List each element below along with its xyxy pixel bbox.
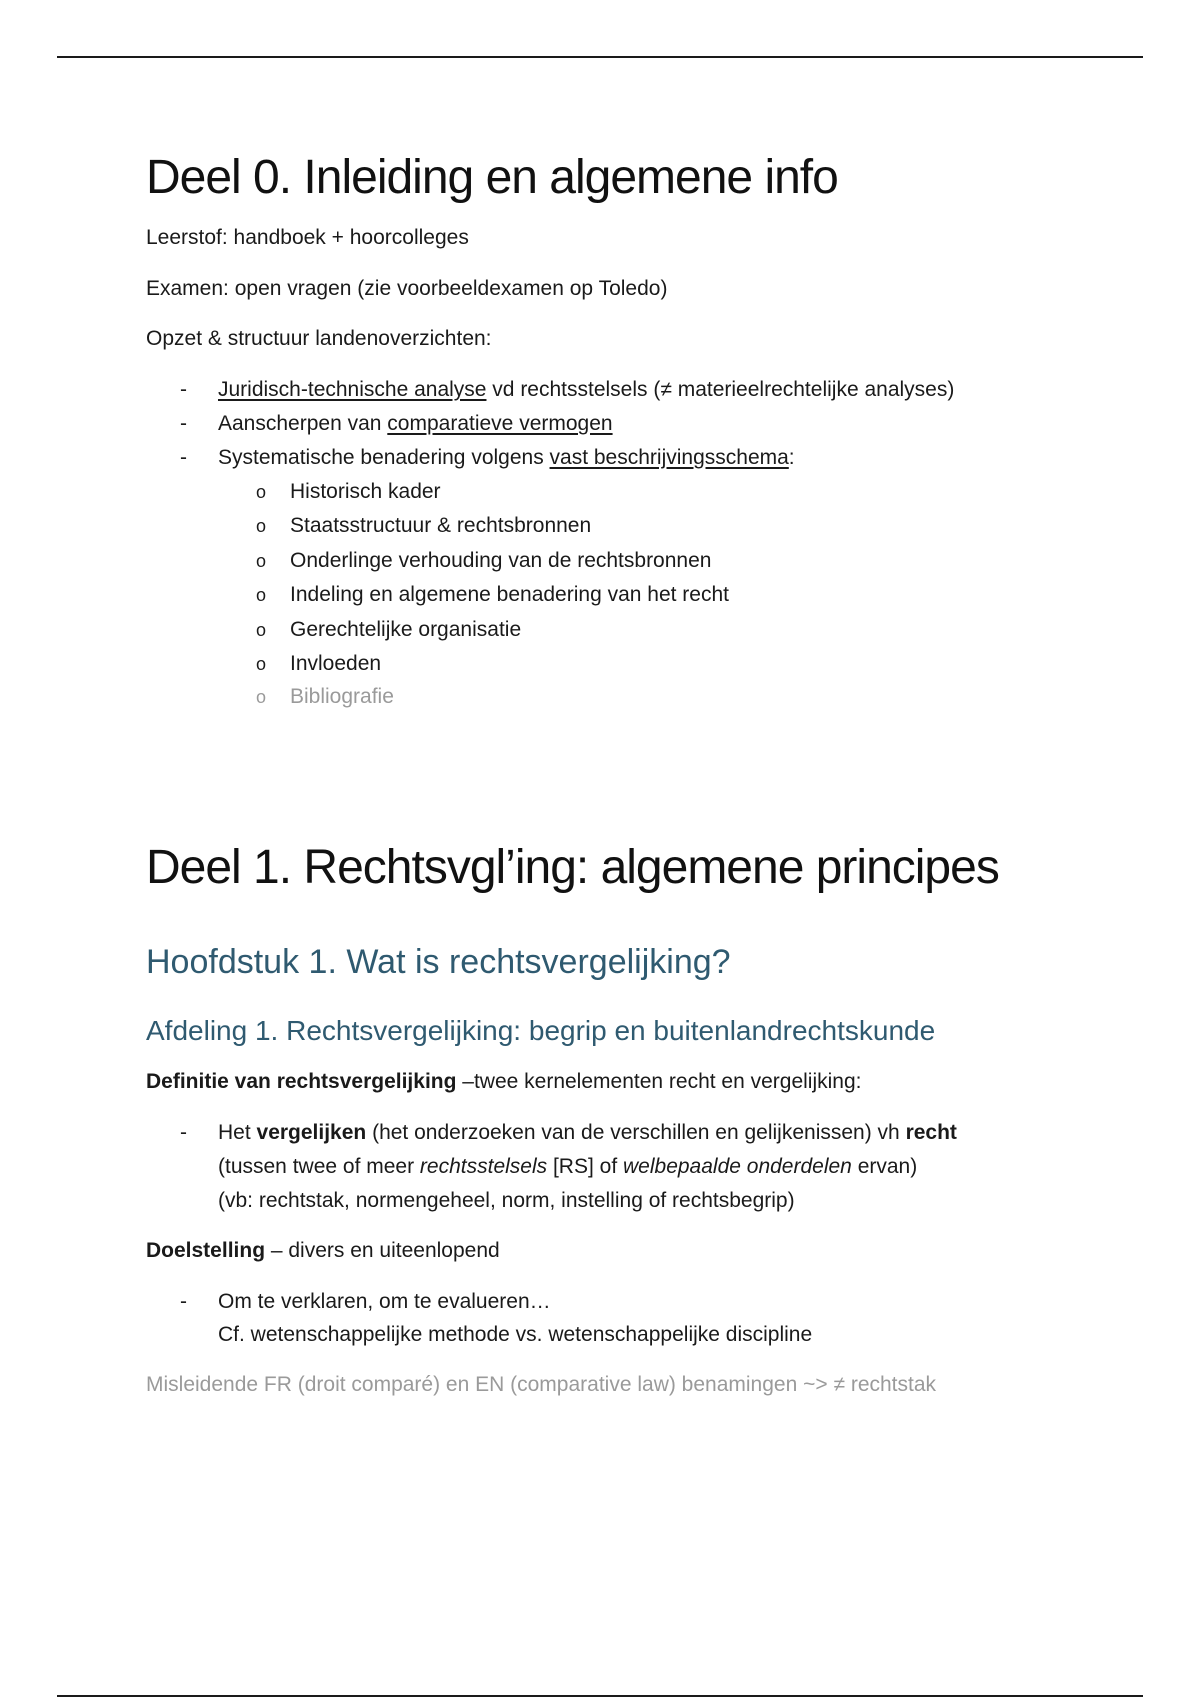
underlined-text: comparatieve vermogen: [387, 412, 613, 435]
underlined-text: vast beschrijvingsschema: [549, 446, 789, 469]
doelstelling-line: Doelstelling – divers en uiteenlopend: [146, 1239, 500, 1262]
dash-bullet: -: [180, 378, 187, 401]
list-item-continuation: (tussen twee of meer rechtsstelsels [RS] of welbepaalde onderdelen ervan): [218, 1155, 918, 1178]
misleidend-line: Misleidende FR (droit comparé) en EN (comparative law) benamingen ~> ≠ rechtstak: [146, 1373, 937, 1396]
deel0-title: Deel 0. Inleiding en algemene info: [146, 151, 838, 204]
opzet-line: Opzet & structuur landenoverzichten:: [146, 327, 492, 350]
circle-bullet: o: [256, 620, 267, 640]
list-item: - Het vergelijken (het onderzoeken van de verschillen en gelijkenissen) vh recht: [180, 1121, 957, 1144]
schema-item: o Gerechtelijke organisatie: [256, 618, 522, 641]
leerstof-line: Leerstof: handboek + hoorcolleges: [146, 226, 469, 249]
definitie-line: Definitie van rechtsvergelijking –twee kernelementen recht en vergelijking:: [146, 1070, 862, 1093]
dash-bullet: -: [180, 1121, 187, 1144]
examen-line: Examen: open vragen (zie voorbeeldexamen op Toledo): [146, 277, 668, 300]
deel1-title: Deel 1. Rechtsvgl’ing: algemene principes: [146, 841, 999, 894]
afdeling-heading: Afdeling 1. Rechtsvergelijking: begrip en buitenlandrechtskunde: [146, 1015, 936, 1046]
dash-bullet: -: [180, 412, 187, 435]
circle-bullet: o: [256, 687, 267, 707]
schema-item: o Staatsstructuur & rechtsbronnen: [256, 514, 592, 537]
list-item-continuation: Cf. wetenschappelijke methode vs. wetenschappelijke discipline: [218, 1323, 813, 1346]
footer-rule: [57, 1695, 1143, 1697]
list-item-continuation: (vb: rechtstak, normengeheel, norm, instelling of rechtsbegrip): [218, 1189, 795, 1212]
hoofdstuk-heading: Hoofdstuk 1. Wat is rechtsvergelijking?: [146, 943, 731, 981]
list-item: - Aanscherpen van comparatieve vermogen: [180, 412, 613, 435]
schema-item: o Historisch kader: [256, 480, 441, 503]
schema-item: o Bibliografie: [256, 685, 394, 708]
schema-item: o Onderlinge verhouding van de rechtsbronnen: [256, 549, 712, 572]
circle-bullet: o: [256, 654, 267, 674]
list-item: - Om te verklaren, om te evalueren…: [180, 1290, 551, 1313]
header-rule: [57, 56, 1143, 58]
schema-item: o Invloeden: [256, 652, 382, 675]
underlined-text: Juridisch-technische analyse: [218, 378, 487, 401]
dash-bullet: -: [180, 446, 187, 469]
schema-item: o Indeling en algemene benadering van het recht: [256, 583, 729, 606]
circle-bullet: o: [256, 585, 267, 605]
dash-bullet: -: [180, 1290, 187, 1313]
list-item: - Juridisch-technische analyse vd rechtsstelsels (≠ materieelrechtelijke analyses): [180, 378, 955, 401]
circle-bullet: o: [256, 516, 267, 536]
list-item: - Systematische benadering volgens vast beschrijvingsschema:: [180, 446, 795, 469]
circle-bullet: o: [256, 482, 267, 502]
circle-bullet: o: [256, 551, 267, 571]
